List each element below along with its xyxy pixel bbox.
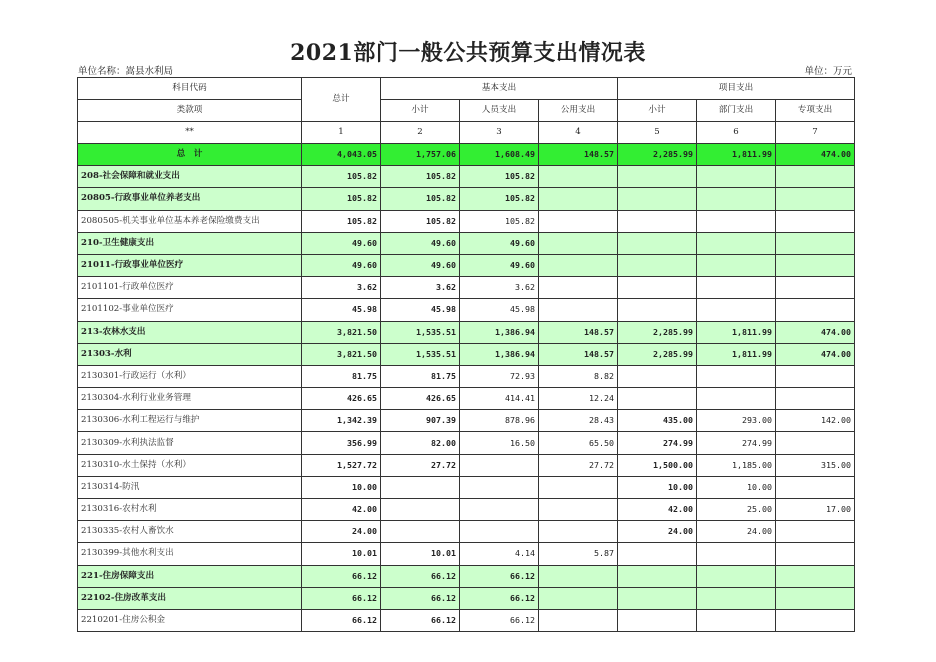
row-value-5 <box>618 210 697 232</box>
row-value-4 <box>539 521 618 543</box>
row-value-6: 25.00 <box>697 499 776 521</box>
row-value-4 <box>539 277 618 299</box>
row-value-2: 27.72 <box>381 454 460 476</box>
row-value-7 <box>776 587 855 609</box>
row-value-2: 105.82 <box>381 210 460 232</box>
row-value-4 <box>539 232 618 254</box>
row-value-4 <box>539 166 618 188</box>
row-value-7 <box>776 521 855 543</box>
row-value-5: 2,285.99 <box>618 343 697 365</box>
page-title: 2021部门一般公共预算支出情况表 <box>290 40 646 66</box>
row-value-5: 42.00 <box>618 499 697 521</box>
row-value-3: 414.41 <box>460 388 539 410</box>
header-n1: 1 <box>302 122 381 144</box>
row-value-2: 81.75 <box>381 365 460 387</box>
row-value-3: 16.50 <box>460 432 539 454</box>
header-total: 总计 <box>302 78 381 122</box>
row-value-4 <box>539 210 618 232</box>
row-value-6 <box>697 232 776 254</box>
row-label: 2130309-水利执法监督 <box>78 432 302 454</box>
row-value-3: 1,386.94 <box>460 343 539 365</box>
total-v4: 148.57 <box>539 144 618 166</box>
row-value-4: 12.24 <box>539 388 618 410</box>
row-value-1: 105.82 <box>302 210 381 232</box>
table-row <box>78 166 855 188</box>
row-label: 21303-水利 <box>78 343 302 365</box>
row-value-6 <box>697 188 776 210</box>
row-value-5 <box>618 299 697 321</box>
row-value-2: 82.00 <box>381 432 460 454</box>
row-value-1: 49.60 <box>302 232 381 254</box>
row-value-2: 907.39 <box>381 410 460 432</box>
row-value-2: 49.60 <box>381 254 460 276</box>
row-label: 2130306-水利工程运行与维护 <box>78 410 302 432</box>
row-value-5: 2,285.99 <box>618 321 697 343</box>
header-basic: 基本支出 <box>381 78 618 100</box>
row-value-3 <box>460 521 539 543</box>
table-row <box>78 299 855 321</box>
row-value-2: 1,535.51 <box>381 343 460 365</box>
total-v1: 4,043.05 <box>302 144 381 166</box>
total-v5: 2,285.99 <box>618 144 697 166</box>
row-value-7 <box>776 232 855 254</box>
row-value-7 <box>776 388 855 410</box>
row-value-4: 5.87 <box>539 543 618 565</box>
header-n2: 2 <box>381 122 460 144</box>
row-value-3: 49.60 <box>460 232 539 254</box>
row-value-1: 426.65 <box>302 388 381 410</box>
row-value-2 <box>381 499 460 521</box>
header-n6: 6 <box>697 122 776 144</box>
row-value-4 <box>539 609 618 631</box>
table-row <box>78 365 855 387</box>
row-value-6 <box>697 609 776 631</box>
row-value-5 <box>618 365 697 387</box>
unit-name: 单位名称：嵩县水利局 <box>78 66 174 77</box>
row-value-6: 274.99 <box>697 432 776 454</box>
row-value-7 <box>776 365 855 387</box>
header-row-1 <box>78 78 855 100</box>
row-value-7 <box>776 476 855 498</box>
row-value-1: 356.99 <box>302 432 381 454</box>
row-value-4 <box>539 587 618 609</box>
table-row <box>78 321 855 343</box>
table-row <box>78 388 855 410</box>
row-value-7 <box>776 210 855 232</box>
row-label: 2130301-行政运行（水利） <box>78 365 302 387</box>
row-value-7 <box>776 254 855 276</box>
row-value-1: 3,821.50 <box>302 321 381 343</box>
row-value-5 <box>618 254 697 276</box>
row-value-1: 24.00 <box>302 521 381 543</box>
row-value-4 <box>539 299 618 321</box>
header-code: 科目代码 <box>78 78 302 100</box>
row-value-6 <box>697 565 776 587</box>
header-special: 专项支出 <box>776 100 855 122</box>
row-value-5 <box>618 609 697 631</box>
row-value-6 <box>697 277 776 299</box>
row-value-7: 315.00 <box>776 454 855 476</box>
row-label: 2101101-行政单位医疗 <box>78 277 302 299</box>
header-n4: 4 <box>539 122 618 144</box>
row-value-5 <box>618 587 697 609</box>
row-value-6: 1,811.99 <box>697 343 776 365</box>
table-row <box>78 232 855 254</box>
row-label: 2080505-机关事业单位基本养老保险缴费支出 <box>78 210 302 232</box>
row-value-2: 66.12 <box>381 565 460 587</box>
table-row <box>78 343 855 365</box>
row-value-1: 81.75 <box>302 365 381 387</box>
row-value-1: 10.00 <box>302 476 381 498</box>
table-row <box>78 587 855 609</box>
row-label: 22102-住房改革支出 <box>78 587 302 609</box>
row-value-5 <box>618 388 697 410</box>
row-value-6 <box>697 254 776 276</box>
row-value-7 <box>776 609 855 631</box>
row-value-1: 3.62 <box>302 277 381 299</box>
row-value-2: 426.65 <box>381 388 460 410</box>
row-value-1: 49.60 <box>302 254 381 276</box>
total-v7: 474.00 <box>776 144 855 166</box>
row-value-7 <box>776 188 855 210</box>
row-value-7: 17.00 <box>776 499 855 521</box>
row-value-4 <box>539 188 618 210</box>
budget-table <box>77 77 855 632</box>
header-row-2 <box>78 100 855 122</box>
total-v6: 1,811.99 <box>697 144 776 166</box>
total-label: 总 计 <box>78 144 302 166</box>
row-label: 21011-行政事业单位医疗 <box>78 254 302 276</box>
row-value-3: 66.12 <box>460 587 539 609</box>
row-label: 2130314-防汛 <box>78 476 302 498</box>
row-value-7 <box>776 166 855 188</box>
header-n7: 7 <box>776 122 855 144</box>
row-value-2: 10.01 <box>381 543 460 565</box>
header-project: 项目支出 <box>618 78 855 100</box>
header-dept: 部门支出 <box>697 100 776 122</box>
row-value-3: 66.12 <box>460 565 539 587</box>
row-value-4: 148.57 <box>539 321 618 343</box>
row-value-6 <box>697 587 776 609</box>
row-value-6 <box>697 388 776 410</box>
row-value-2: 3.62 <box>381 277 460 299</box>
row-value-2: 66.12 <box>381 609 460 631</box>
row-value-6 <box>697 210 776 232</box>
total-v2: 1,757.06 <box>381 144 460 166</box>
row-value-1: 45.98 <box>302 299 381 321</box>
row-value-7 <box>776 432 855 454</box>
row-value-7: 142.00 <box>776 410 855 432</box>
table-row <box>78 432 855 454</box>
row-value-2: 66.12 <box>381 587 460 609</box>
row-label: 2101102-事业单位医疗 <box>78 299 302 321</box>
header-row-3 <box>78 122 855 144</box>
row-value-5 <box>618 543 697 565</box>
total-v3: 1,608.49 <box>460 144 539 166</box>
row-value-3: 66.12 <box>460 609 539 631</box>
row-label: 2130304-水利行业业务管理 <box>78 388 302 410</box>
row-value-4: 8.82 <box>539 365 618 387</box>
table-row <box>78 410 855 432</box>
header-subtotal-basic: 小计 <box>381 100 460 122</box>
row-value-6: 293.00 <box>697 410 776 432</box>
row-value-7: 474.00 <box>776 321 855 343</box>
row-value-3: 105.82 <box>460 210 539 232</box>
row-value-3: 49.60 <box>460 254 539 276</box>
header-n5: 5 <box>618 122 697 144</box>
row-value-2 <box>381 476 460 498</box>
table-row <box>78 609 855 631</box>
table-row <box>78 499 855 521</box>
row-label: 210-卫生健康支出 <box>78 232 302 254</box>
row-value-7 <box>776 277 855 299</box>
header-personnel: 人员支出 <box>460 100 539 122</box>
header-public: 公用支出 <box>539 100 618 122</box>
row-value-3: 105.82 <box>460 188 539 210</box>
row-value-3: 45.98 <box>460 299 539 321</box>
row-value-5 <box>618 565 697 587</box>
row-value-3: 4.14 <box>460 543 539 565</box>
table-row <box>78 521 855 543</box>
row-value-3: 878.96 <box>460 410 539 432</box>
row-value-5 <box>618 232 697 254</box>
row-value-1: 105.82 <box>302 166 381 188</box>
row-value-4 <box>539 565 618 587</box>
row-value-4 <box>539 476 618 498</box>
row-label: 2130310-水土保持（水利） <box>78 454 302 476</box>
row-label: 2130316-农村水利 <box>78 499 302 521</box>
table-row <box>78 565 855 587</box>
row-value-3: 1,386.94 <box>460 321 539 343</box>
row-value-1: 105.82 <box>302 188 381 210</box>
row-label: 2210201-住房公积金 <box>78 609 302 631</box>
row-value-3: 72.93 <box>460 365 539 387</box>
row-value-7 <box>776 543 855 565</box>
table-row <box>78 254 855 276</box>
row-value-3: 3.62 <box>460 277 539 299</box>
row-value-3 <box>460 454 539 476</box>
row-value-4: 148.57 <box>539 343 618 365</box>
row-value-3: 105.82 <box>460 166 539 188</box>
total-row <box>78 144 855 166</box>
row-value-1: 10.01 <box>302 543 381 565</box>
row-label: 20805-行政事业单位养老支出 <box>78 188 302 210</box>
row-value-1: 42.00 <box>302 499 381 521</box>
table-row <box>78 543 855 565</box>
row-label: 208-社会保障和就业支出 <box>78 166 302 188</box>
row-value-3 <box>460 476 539 498</box>
row-value-6: 1,811.99 <box>697 321 776 343</box>
row-label: 213-农林水支出 <box>78 321 302 343</box>
table-body <box>78 166 855 632</box>
row-value-2: 49.60 <box>381 232 460 254</box>
row-value-1: 1,342.39 <box>302 410 381 432</box>
row-value-7 <box>776 299 855 321</box>
row-value-5 <box>618 166 697 188</box>
table-row <box>78 277 855 299</box>
table-row <box>78 188 855 210</box>
row-value-6 <box>697 166 776 188</box>
row-value-2: 45.98 <box>381 299 460 321</box>
row-value-2: 105.82 <box>381 188 460 210</box>
row-value-6 <box>697 365 776 387</box>
table-row <box>78 454 855 476</box>
table-row <box>78 476 855 498</box>
header-category: 类款项 <box>78 100 302 122</box>
row-value-5: 435.00 <box>618 410 697 432</box>
row-value-1: 66.12 <box>302 587 381 609</box>
row-value-4: 65.50 <box>539 432 618 454</box>
row-value-3 <box>460 499 539 521</box>
row-value-5 <box>618 188 697 210</box>
row-value-5: 274.99 <box>618 432 697 454</box>
row-value-5 <box>618 277 697 299</box>
row-value-6 <box>697 299 776 321</box>
row-value-4: 28.43 <box>539 410 618 432</box>
row-value-5: 24.00 <box>618 521 697 543</box>
row-value-7: 474.00 <box>776 343 855 365</box>
row-value-5: 10.00 <box>618 476 697 498</box>
header-subtotal-project: 小计 <box>618 100 697 122</box>
row-value-6 <box>697 543 776 565</box>
row-value-4: 27.72 <box>539 454 618 476</box>
header-star: ** <box>78 122 302 144</box>
row-value-2: 105.82 <box>381 166 460 188</box>
row-value-6: 1,185.00 <box>697 454 776 476</box>
row-value-1: 3,821.50 <box>302 343 381 365</box>
header-n3: 3 <box>460 122 539 144</box>
row-label: 2130399-其他水利支出 <box>78 543 302 565</box>
row-value-6: 24.00 <box>697 521 776 543</box>
row-label: 2130335-农村人畜饮水 <box>78 521 302 543</box>
row-value-5: 1,500.00 <box>618 454 697 476</box>
row-value-4 <box>539 254 618 276</box>
row-value-2 <box>381 521 460 543</box>
row-value-2: 1,535.51 <box>381 321 460 343</box>
row-value-6: 10.00 <box>697 476 776 498</box>
unit-money: 单位：万元 <box>804 66 852 77</box>
row-value-1: 1,527.72 <box>302 454 381 476</box>
table-row <box>78 210 855 232</box>
row-value-7 <box>776 565 855 587</box>
row-label: 221-住房保障支出 <box>78 565 302 587</box>
row-value-4 <box>539 499 618 521</box>
row-value-1: 66.12 <box>302 609 381 631</box>
row-value-1: 66.12 <box>302 565 381 587</box>
